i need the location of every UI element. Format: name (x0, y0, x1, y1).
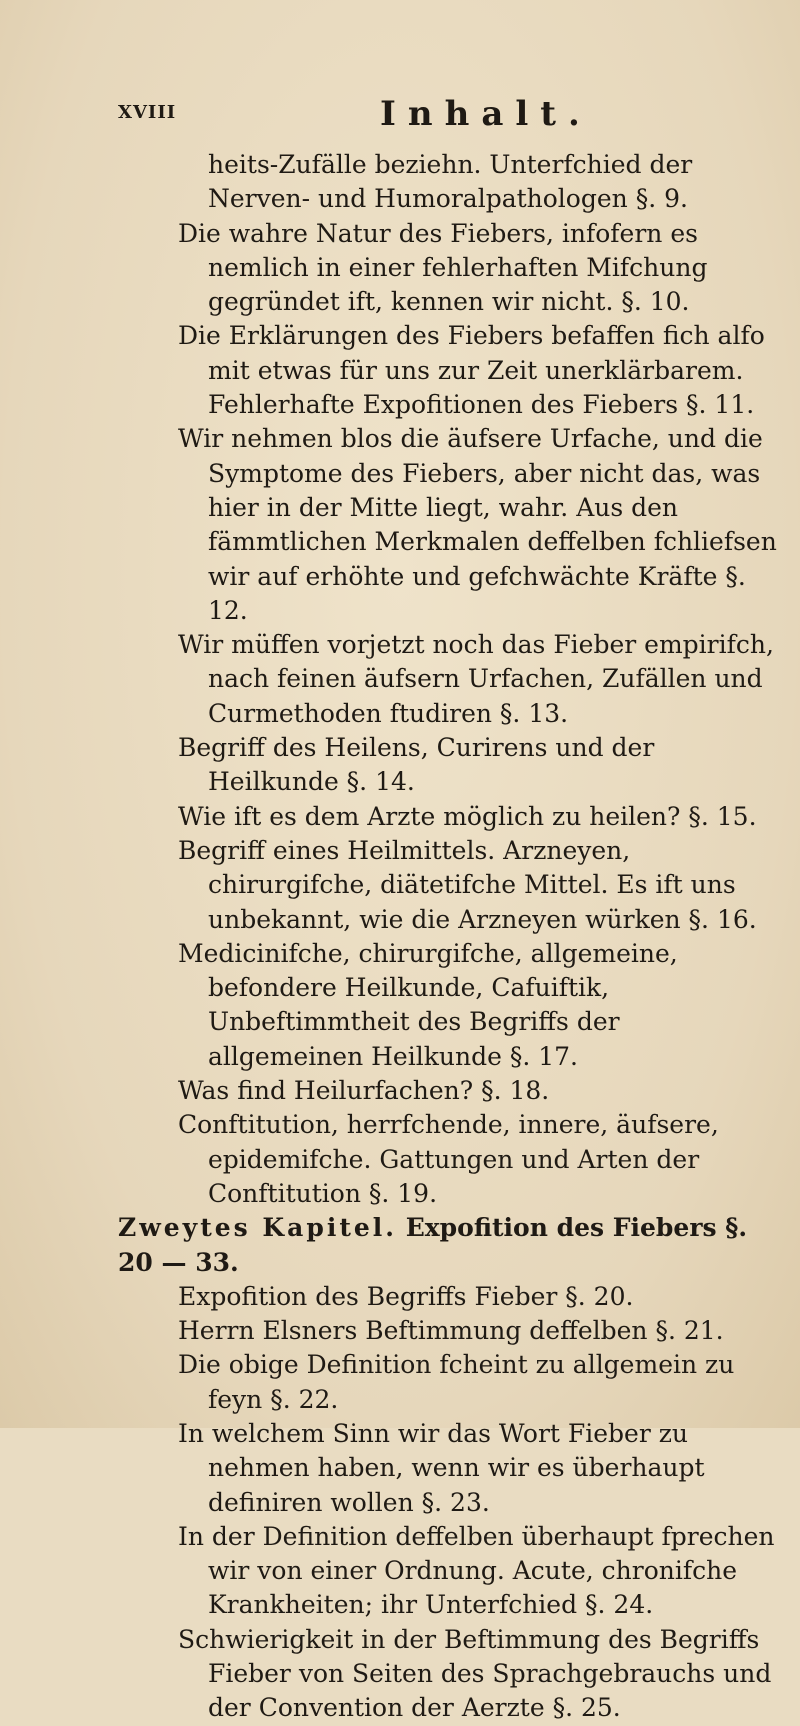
chapter-label: Zweytes Kapitel. (118, 1213, 397, 1243)
toc-entry: Medicinifche, chirurgifche, allgemeine, befondere Heilkunde, Cafuiftik, Unbeftimmtheit des Begriffs der allgemeinen Heilkunde §. 17. (178, 938, 678, 1071)
toc-entry: Herrn Elsners Beftimmung deffelben §. 21. (178, 1316, 724, 1346)
toc-entry: In welchem Sinn wir das Wort Fieber zu nehmen haben, wenn wir es überhaupt definiren wollen §. 23. (178, 1418, 705, 1517)
page-number: XVIII (118, 102, 177, 123)
toc-entry: Wir müffen vorjetzt noch das Fieber empirifch, nach feinen äufsern Urfachen, Zufällen und Curmethoden ftudiren §. 13. (178, 630, 774, 728)
page-header (118, 94, 758, 138)
running-head: Inhalt. (380, 94, 592, 134)
toc-entry: heits-Zufälle beziehn. Unterfchied der Nerven- und Humoralpathologen §. 9. (208, 150, 693, 214)
toc-entry: Begriff des Heilens, Curirens und der Heilkunde §. 14. (178, 733, 655, 797)
toc-entry: Wir nehmen blos die äufsere Urfache, und die Symptome des Fiebers, aber nicht das, was hier in der Mitte liegt, wahr. Aus den fämmtlichen Merkmalen deffelben fchliefsen wir auf erhöhte und gefchwächte Kräfte §. 12. (178, 424, 777, 625)
toc-entry: Conftitution, herrfchende, innere, äufsere, epidemifche. Gattungen und Arten der Conftitution §. 19. (178, 1110, 719, 1208)
chapter-heading (118, 1211, 778, 1280)
toc-entry: Expofition des Begriffs Fieber §. 20. (178, 1281, 634, 1311)
table-of-contents (118, 148, 778, 1726)
toc-entry: Schwierigkeit in der Beftimmung des Begriffs Fieber von Seiten des Sprachgebrauchs und der Convention der Aerzte §. 25. (178, 1624, 772, 1723)
toc-entry: In der Definition deffelben überhaupt fprechen wir von einer Ordnung. Acute, chronifche Krankheiten; ihr Unterfchied §. 24. (178, 1521, 775, 1620)
chapter-title: Expofition des Fiebers §. 20 — 33. (118, 1213, 748, 1277)
toc-entry: Wie ift es dem Arzte möglich zu heilen? §. 15. (178, 801, 757, 831)
toc-entry: Die Erklärungen des Fiebers befaffen fich alfo mit etwas für uns zur Zeit unerklärbarem. Fehlerhafte Expofitionen des Fiebers §. 11. (178, 321, 765, 420)
toc-entry: Die obige Definition fcheint zu allgemein zu feyn §. 22. (178, 1350, 735, 1414)
toc-entry: Begriff eines Heilmittels. Arzneyen, chirurgifche, diätetifche Mittel. Es ift uns unbekannt, wie die Arzneyen würken §. 16. (178, 835, 757, 934)
toc-entry: Die wahre Natur des Fiebers, infofern es nemlich in einer fehlerhaften Mifchung gegründet ift, kennen wir nicht. §. 10. (178, 218, 708, 317)
toc-entry: Was find Heilurfachen? §. 18. (178, 1076, 550, 1106)
